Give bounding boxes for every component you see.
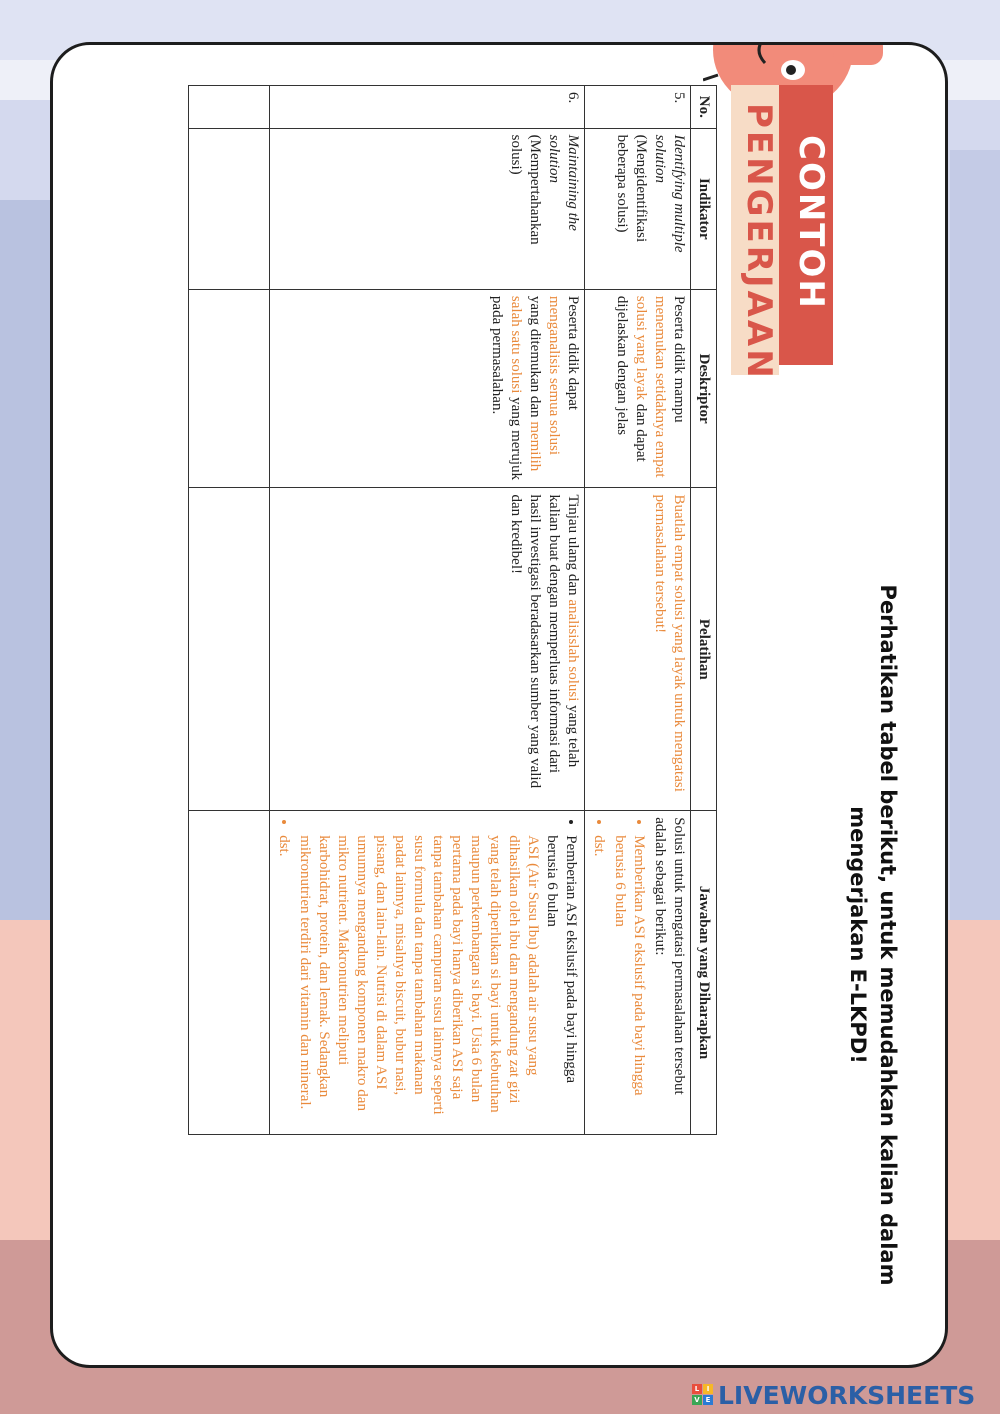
row6-jawaban-item-title: Pemberian ASI ekslusif pada bayi hingga berusia 6 bulan: [544, 835, 579, 1084]
row6-indikator-italic: Maintaining the solution: [546, 134, 581, 231]
row6-jawaban-list: [274, 817, 580, 1128]
row6-deskriptor-text3: yang merujuk pada permasalahan.: [489, 295, 524, 481]
table-header-row: [691, 86, 717, 1135]
row6-pelatihan: [270, 488, 585, 811]
row6-indikator-rest: (Mempertahankan solusi): [508, 134, 543, 245]
row5-indikator-rest: (Mengidentifikasi beberapa solusi): [614, 134, 649, 243]
row5-jawaban-list: [589, 817, 648, 1128]
row6-indikator: [270, 128, 585, 289]
header-indikator: Indikator: [691, 128, 717, 289]
row6-deskriptor: [270, 289, 585, 488]
row5-deskriptor-text2: dan dapat dijelaskan dengan jelas: [614, 295, 649, 462]
row5-deskriptor-highlight: menemukan setidaknya empat solusi yang layak: [633, 295, 668, 478]
row5-deskriptor: [585, 289, 691, 488]
row6-pelatihan-text: Tinjau ulang dan: [565, 494, 581, 596]
row5-deskriptor-text: Peserta didik mampu: [671, 295, 687, 423]
brand-name: LIVEWORKSHEETS: [718, 1380, 976, 1410]
header-deskriptor: Deskriptor: [691, 289, 717, 488]
liveworksheets-logo-icon: L I V E: [692, 1384, 714, 1406]
badge-title-contoh: CONTOH: [791, 135, 831, 310]
row5-jawaban-intro: Solusi untuk mengatasi permasalahan tersebut adalah sebagai berikut:: [652, 817, 687, 1095]
worksheet-card: [50, 42, 948, 1368]
list-item: • Memberikan ASI ekslusif pada bayi hingga berusia 6 bulan: [610, 835, 648, 1128]
indicator-table: [188, 85, 717, 1135]
liveworksheets-footer: [692, 1380, 975, 1410]
list-item: • dst.: [589, 835, 608, 1128]
rotated-content: [73, 85, 903, 1325]
row5-jawaban: [585, 811, 691, 1135]
table-row: [585, 86, 691, 1135]
header-pelatihan: Pelatihan: [691, 488, 717, 811]
row6-pelatihan-highlight: analisislah solusi: [565, 599, 581, 702]
badge-title-pengerjaan: PENGERJAAN: [739, 103, 779, 381]
row6-pelatihan-text2: yang telah kalian buat dengan memperluas informasi dari hasil investigasi beradasarkan sumber yang valid dan kredibel!: [508, 494, 581, 789]
instruction-title: Perhatikan tabel berikut, untuk memudahkan kalian dalam mengerjakan E-LKPD!: [846, 584, 900, 1286]
row6-jawaban: [270, 811, 585, 1135]
row6-deskriptor-highlight2: memilih salah satu solusi: [508, 295, 543, 472]
row5-indikator-italic: Identifying multiple solution: [652, 134, 687, 253]
row6-deskriptor-text: Peserta didik dapat: [565, 295, 581, 411]
row6-jawaban-item-body: ASI (Air Susu Ibu) adalah air susu yang dihasilkan oleh ibu dan mengandung zat gizi yang telah diperlukan si bayi untuk kebutuhan maupun perkembangan si bayi. Usia 6 bulan pertama pada bayi hanya diberikan ASI saja tanpa tambahan campuran susu lainnya seperti susu formula dan tanpa tambahan makanan padat lainnya, misalnya biscuit, bubur nasi, pisang, dan lain-lain. Nutrisi di dalam ASI umumnya mengandung komponen makro dan mikro nutrient. Makronutrien meliputi karbohidrat, protein, dan lemak. Sedangkan mikronutrien terdiri dari vitamin dan mineral.: [297, 835, 541, 1115]
list-item: • dst.: [274, 835, 293, 1128]
row6-deskriptor-text2: yang ditemukan dan: [527, 295, 543, 418]
list-item: [295, 835, 580, 1128]
row6-deskriptor-highlight: menganalisis semua solusi: [546, 295, 562, 456]
header-no: No.: [691, 86, 717, 129]
row5-indikator: [585, 128, 691, 289]
table-row: [270, 86, 585, 1135]
table-row-empty: [189, 86, 270, 1135]
row5-no: 5.: [585, 86, 691, 129]
row5-pelatihan: Buatlah empat solusi yang layak untuk mengatasi permasalahan tersebut!: [585, 488, 691, 811]
row6-no: 6.: [270, 86, 585, 129]
header-jawaban: Jawaban yang Diharapkan: [691, 811, 717, 1135]
